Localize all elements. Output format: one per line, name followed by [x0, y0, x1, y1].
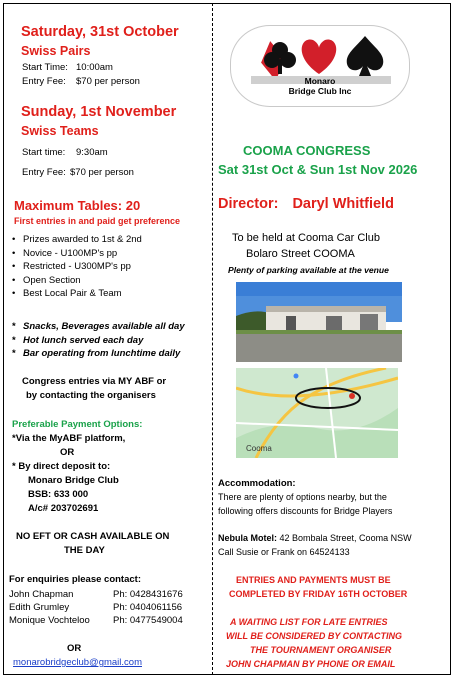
- deadline-line-2: COMPLETED BY FRIDAY 16TH OCTOBER: [229, 589, 408, 599]
- contact-row: Monique Vochteloo Ph: 0477549004: [9, 615, 183, 626]
- email-link[interactable]: monarobridgeclub@gmail.com: [13, 657, 142, 668]
- bank-bsb: BSB: 633 000: [28, 489, 89, 500]
- motel-contact: Call Susie or Frank on 64524133: [218, 547, 350, 557]
- list-item: * Hot lunch served each day: [12, 334, 185, 348]
- list-item: • Prizes awarded to 1st & 2nd: [12, 233, 142, 247]
- accommodation-heading: Accommodation:: [218, 478, 296, 489]
- deadline-line-1: ENTRIES AND PAYMENTS MUST BE: [236, 575, 391, 585]
- bank-account-number: A/c# 203702691: [28, 503, 99, 514]
- list-item: • Restricted - U300MP's pp: [12, 260, 142, 274]
- map-town-label: Cooma: [246, 444, 272, 453]
- entries-line-1: Congress entries via MY ABF or: [22, 376, 167, 387]
- contact-or: OR: [67, 643, 82, 654]
- sunday-start-time: Start time: 9:30am: [22, 147, 108, 158]
- email-link-wrapper: [6, 657, 142, 668]
- director-line: Director: Daryl Whitfield: [218, 196, 394, 212]
- column-divider: [212, 3, 213, 675]
- no-eft-line-1: NO EFT OR CASH AVAILABLE ON: [16, 531, 170, 542]
- list-item: • Open Section: [12, 274, 142, 288]
- saturday-event: Swiss Pairs: [21, 44, 91, 58]
- venue-map: [236, 368, 398, 458]
- saturday-heading: Saturday, 31st October: [21, 24, 179, 40]
- amenities-list: [12, 320, 185, 361]
- venue-line-2: Bolaro Street COOMA: [246, 248, 355, 260]
- list-item: • Novice - U100MP's pp: [12, 247, 142, 261]
- congress-dates: Sat 31st Oct & Sun 1st Nov 2026: [218, 162, 418, 177]
- contact-row: John Chapman Ph: 0428431676: [9, 589, 183, 600]
- waitlist-line-2: WILL BE CONSIDERED BY CONTACTING: [226, 631, 403, 641]
- list-item: * Bar operating from lunchtime daily: [12, 347, 185, 361]
- saturday-start-time: Start Time: 10:00am: [22, 62, 113, 73]
- waitlist-line-4: JOHN CHAPMAN BY PHONE OR EMAIL: [226, 659, 396, 669]
- list-item: • Best Local Pair & Team: [12, 287, 142, 301]
- accommodation-line-2: following offers discounts for Bridge Players: [218, 506, 393, 516]
- enquiries-heading: For enquiries please contact:: [9, 574, 141, 585]
- prizes-list: [12, 233, 142, 301]
- congress-title: COOMA CONGRESS: [243, 143, 371, 158]
- waitlist-line-3: THE TOURNAMENT ORGANISER: [250, 645, 392, 655]
- entries-line-2: by contacting the organisers: [26, 390, 156, 401]
- payment-heading: Preferable Payment Options:: [12, 419, 143, 430]
- contacts-list: [9, 588, 183, 627]
- sunday-heading: Sunday, 1st November: [21, 104, 177, 120]
- waitlist-line-1: A WAITING LIST FOR LATE ENTRIES: [230, 617, 388, 627]
- motel-details: Nebula Motel: 42 Bombala Street, Cooma NSW: [218, 533, 412, 543]
- venue-photo: [236, 282, 402, 362]
- payment-option-deposit: * By direct deposit to:: [12, 461, 111, 472]
- payment-or: OR: [60, 447, 75, 458]
- logo-text: Monaro Bridge Club Inc: [288, 76, 352, 96]
- bank-account-name: Monaro Bridge Club: [28, 475, 119, 486]
- monaro-bridge-club-logo: [230, 25, 410, 107]
- sunday-entry-fee: Entry Fee: $70 per person: [22, 167, 134, 178]
- parking-note: Plenty of parking available at the venue: [228, 265, 389, 275]
- venue-line-1: To be held at Cooma Car Club: [232, 232, 380, 244]
- saturday-entry-fee: Entry Fee: $70 per person: [22, 76, 140, 87]
- payment-option-myabf: *Via the MyABF platform,: [12, 433, 126, 444]
- tables-preference-note: First entries in and paid get preference: [14, 216, 181, 226]
- accommodation-line-1: There are plenty of options nearby, but the: [218, 492, 387, 502]
- no-eft-line-2: THE DAY: [64, 545, 105, 556]
- max-tables-heading: Maximum Tables: 20: [14, 198, 141, 213]
- sunday-event: Swiss Teams: [21, 124, 99, 138]
- list-item: * Snacks, Beverages available all day: [12, 320, 185, 334]
- contact-row: Edith Grumley Ph: 0404061156: [9, 602, 183, 613]
